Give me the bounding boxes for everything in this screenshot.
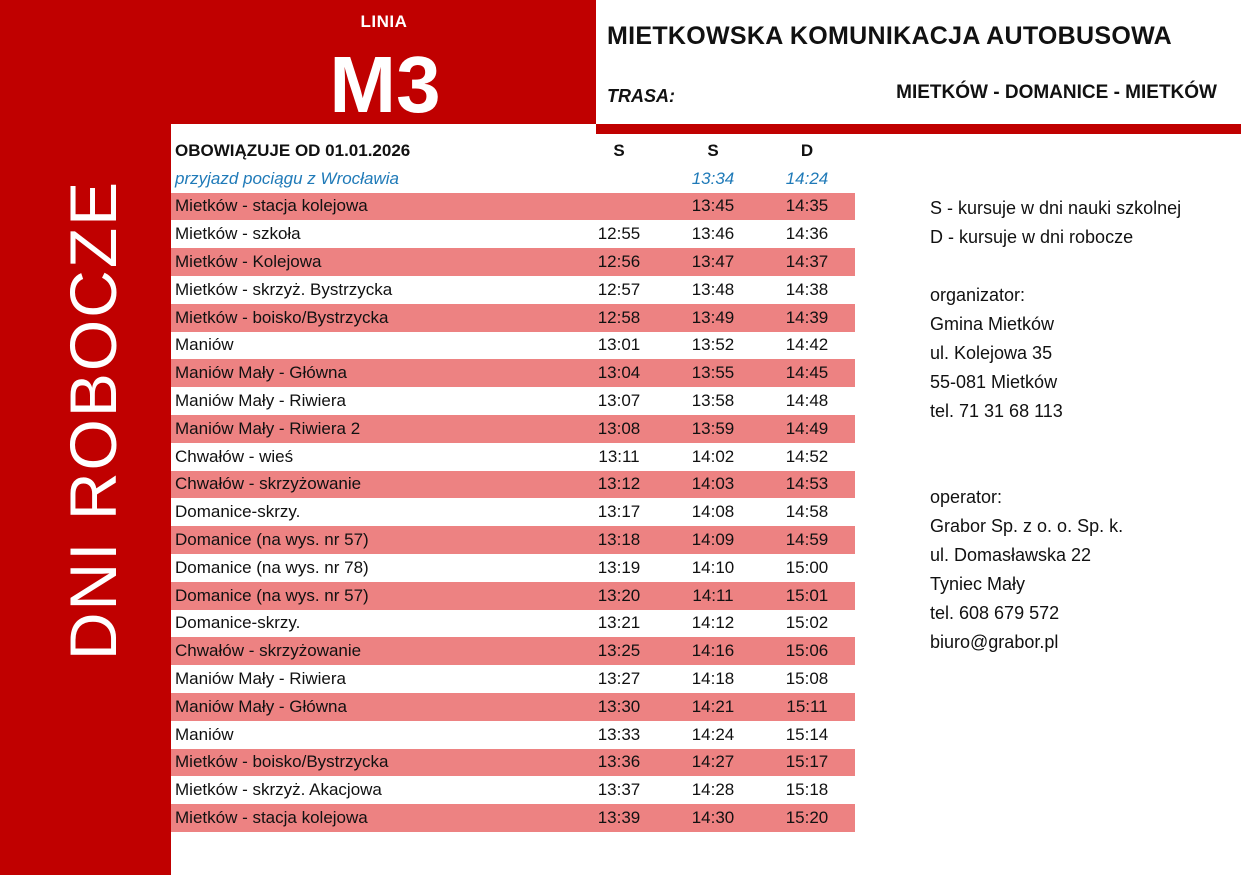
train-arrival-row [171, 165, 855, 193]
departure-time: 14:58 [785, 502, 829, 522]
departure-time: 15:08 [785, 669, 829, 689]
stop-name: Domanice-skrzy. [175, 502, 301, 522]
departure-time: 14:52 [785, 446, 829, 466]
departure-time: 14:39 [785, 307, 829, 327]
stop-name: Mietków - boisko/Bystrzycka [175, 752, 389, 772]
arrival-time: 13:34 [691, 168, 735, 188]
departure-time: 14:09 [691, 530, 735, 550]
table-row [171, 443, 855, 471]
departure-time: 15:00 [785, 557, 829, 577]
stop-name: Domanice-skrzy. [175, 613, 301, 633]
timetable-stops [171, 193, 855, 832]
departure-time: 14:38 [785, 279, 829, 299]
legend [930, 194, 1181, 252]
table-row [171, 721, 855, 749]
table-row [171, 693, 855, 721]
departure-time: 15:20 [785, 808, 829, 828]
table-row [171, 665, 855, 693]
departure-time: 14:35 [785, 196, 829, 216]
table-row [171, 304, 855, 332]
departure-time: 13:07 [597, 391, 641, 411]
table-row [171, 804, 855, 832]
operator-phone: tel. 608 679 572 [930, 603, 1060, 623]
departure-time: 13:36 [597, 752, 641, 772]
table-row [171, 582, 855, 610]
departure-time: 15:17 [785, 752, 829, 772]
stop-name: Mietków - Kolejowa [175, 252, 322, 272]
header-red-bar [596, 124, 1241, 134]
table-row [171, 526, 855, 554]
stop-name: Domanice (na wys. nr 57) [175, 585, 369, 605]
departure-time: 13:37 [597, 780, 641, 800]
departure-time: 14:53 [785, 474, 829, 494]
departure-time: 14:16 [691, 641, 735, 661]
departure-time: 15:01 [785, 585, 829, 605]
operator-city: Tyniec Mały [930, 574, 1026, 594]
departure-time: 14:12 [691, 613, 735, 633]
table-row [171, 610, 855, 638]
departure-time: 13:55 [691, 363, 735, 383]
departure-time: 14:42 [785, 335, 829, 355]
departure-time: 13:33 [597, 724, 641, 744]
departure-time: 12:58 [597, 307, 641, 327]
departure-time: 13:04 [597, 363, 641, 383]
stop-name: Mietków - skrzyż. Bystrzycka [175, 279, 393, 299]
departure-time: 13:21 [597, 613, 641, 633]
departure-time: 13:59 [691, 418, 735, 438]
line-label: LINIA [360, 12, 408, 31]
departure-time: 14:18 [691, 669, 735, 689]
departure-time: 14:37 [785, 252, 829, 272]
departure-time: 14:21 [691, 696, 735, 716]
stop-name: Mietków - stacja kolejowa [175, 196, 368, 216]
departure-time: 14:11 [692, 585, 734, 605]
header-red-block [0, 0, 596, 124]
departure-time: 14:28 [691, 780, 735, 800]
departure-time: 15:02 [785, 613, 829, 633]
departure-time: 13:12 [597, 474, 641, 494]
departure-time: 13:25 [597, 641, 641, 661]
departure-time: 13:52 [691, 335, 735, 355]
stop-name: Domanice (na wys. nr 57) [175, 530, 369, 550]
legend-d: D - kursuje w dni robocze [930, 227, 1134, 247]
table-row [171, 637, 855, 665]
departure-time: 14:36 [785, 224, 829, 244]
column-header: S [707, 140, 719, 160]
departure-time: 14:02 [691, 446, 735, 466]
operator-name: Grabor Sp. z o. o. Sp. k. [930, 516, 1124, 536]
table-row [171, 554, 855, 582]
departure-time: 13:49 [691, 307, 735, 327]
departure-time: 12:56 [597, 252, 641, 272]
organizer-phone: tel. 71 31 68 113 [930, 401, 1063, 421]
departure-time: 13:20 [597, 585, 641, 605]
table-row [171, 248, 855, 276]
departure-time: 13:46 [691, 224, 735, 244]
departure-time: 14:45 [785, 363, 829, 383]
table-row [171, 276, 855, 304]
organizer-label: organizator: [930, 285, 1026, 305]
stop-name: Maniów [175, 335, 234, 355]
table-row [171, 471, 855, 499]
departure-time: 14:59 [785, 530, 829, 550]
departure-time: 13:17 [597, 502, 641, 522]
column-header: D [800, 140, 814, 160]
column-header: S [613, 140, 625, 160]
departure-time: 14:27 [691, 752, 735, 772]
departure-time: 14:49 [785, 418, 829, 438]
legend-s: S - kursuje w dni nauki szkolnej [930, 198, 1182, 218]
stop-name: Chwałów - skrzyżowanie [175, 474, 362, 494]
timetable [171, 137, 855, 832]
departure-time: 13:30 [597, 696, 641, 716]
table-row [171, 193, 855, 221]
departure-time: 13:08 [597, 418, 641, 438]
stop-name: Maniów Mały - Główna [175, 696, 347, 716]
departure-time: 13:19 [597, 557, 641, 577]
departure-time: 15:11 [786, 696, 828, 716]
table-row [171, 749, 855, 777]
departure-time: 13:39 [597, 808, 641, 828]
departure-time: 12:55 [597, 224, 641, 244]
table-row [171, 498, 855, 526]
departure-time: 13:48 [691, 279, 735, 299]
stop-name: Mietków - boisko/Bystrzycka [175, 307, 389, 327]
departure-time: 13:47 [691, 252, 735, 272]
route-value: MIETKÓW - DOMANICE - MIETKÓW [896, 82, 1217, 103]
departure-time: 13:11 [598, 446, 640, 466]
operator-email: biuro@grabor.pl [930, 632, 1059, 652]
departure-time: 15:18 [785, 780, 829, 800]
stop-name: Maniów [175, 724, 234, 744]
valid-from: OBOWIĄZUJE OD 01.01.2026 [175, 140, 411, 160]
departure-time: 14:30 [691, 808, 735, 828]
table-row [171, 332, 855, 360]
timetable-header-row [171, 137, 855, 165]
stop-name: Maniów Mały - Riwiera 2 [175, 418, 361, 438]
departure-time: 12:57 [597, 279, 641, 299]
operator-street: ul. Domasławska 22 [930, 545, 1092, 565]
route-label: TRASA: [607, 86, 675, 106]
operator-label: operator: [930, 487, 1003, 507]
table-row [171, 776, 855, 804]
arrival-time: 14:24 [785, 168, 829, 188]
organizer-block [930, 281, 1063, 426]
stop-name: Maniów Mały - Riwiera [175, 391, 346, 411]
departure-time: 13:01 [597, 335, 641, 355]
stop-name: Mietków - skrzyż. Akacjowa [175, 780, 382, 800]
departure-time: 13:27 [597, 669, 641, 689]
stop-name: Maniów Mały - Główna [175, 363, 347, 383]
table-row [171, 359, 855, 387]
departure-time: 15:14 [785, 724, 829, 744]
departure-time: 15:06 [785, 641, 829, 661]
organizer-street: ul. Kolejowa 35 [930, 343, 1053, 363]
company-name: MIETKOWSKA KOMUNIKACJA AUTOBUSOWA [607, 22, 1172, 50]
departure-time: 14:03 [691, 474, 735, 494]
departure-time: 13:18 [597, 530, 641, 550]
stop-name: Mietków - stacja kolejowa [175, 808, 368, 828]
train-arrival-label: przyjazd pociągu z Wrocławia [175, 168, 399, 188]
operator-block [930, 483, 1123, 657]
departure-time: 14:10 [691, 557, 735, 577]
table-row [171, 387, 855, 415]
stop-name: Maniów Mały - Riwiera [175, 669, 346, 689]
table-row [171, 220, 855, 248]
day-type-title: DNI ROBOCZE [56, 179, 130, 661]
organizer-name: Gmina Mietków [930, 314, 1055, 334]
stop-name: Chwałów - wieś [175, 446, 294, 466]
departure-time: 13:45 [691, 196, 735, 216]
stop-name: Chwałów - skrzyżowanie [175, 641, 362, 661]
organizer-city: 55-081 Mietków [930, 372, 1058, 392]
departure-time: 14:24 [691, 724, 735, 744]
stop-name: Domanice (na wys. nr 78) [175, 557, 369, 577]
table-row [171, 415, 855, 443]
departure-time: 14:08 [691, 502, 735, 522]
stop-name: Mietków - szkoła [175, 224, 301, 244]
line-number: M3 [329, 40, 441, 129]
departure-time: 13:58 [691, 391, 735, 411]
departure-time: 14:48 [785, 391, 829, 411]
